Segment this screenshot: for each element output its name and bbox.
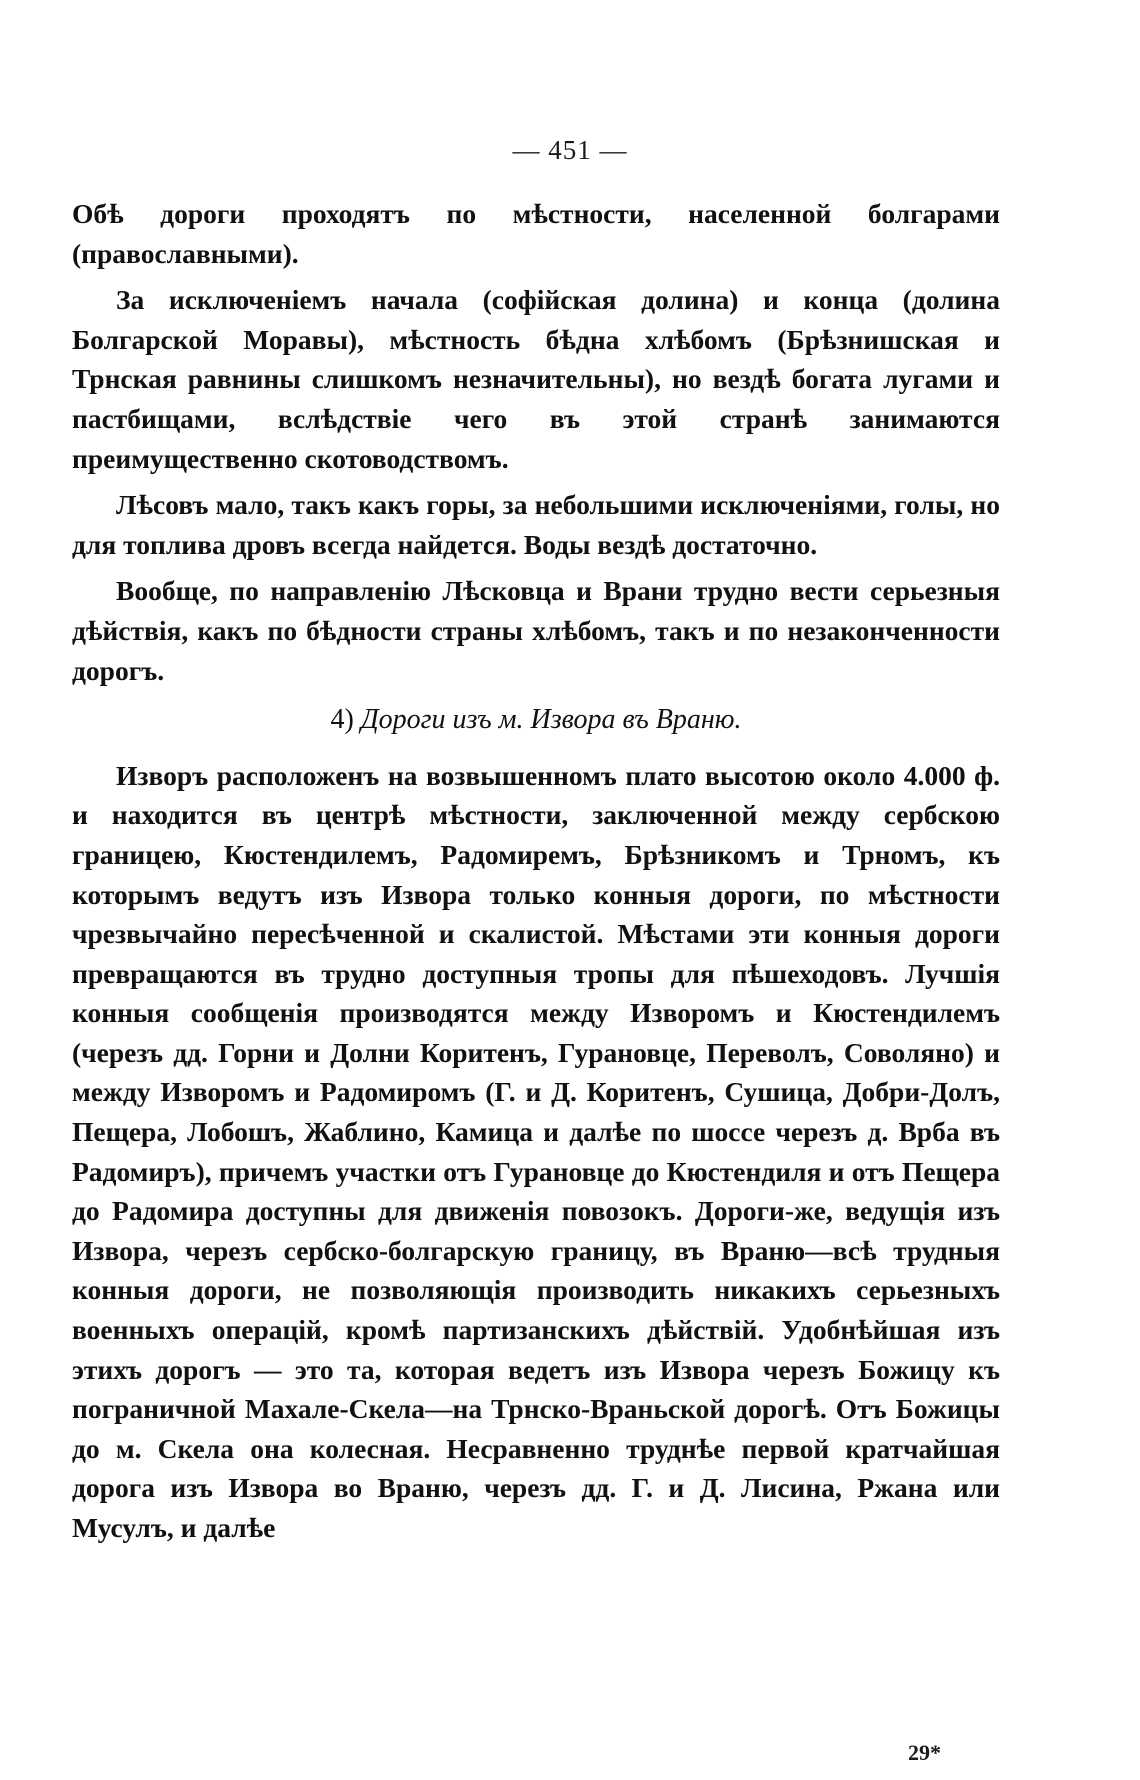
page-number: — 451 — (512, 135, 628, 165)
signature-mark: 29* (908, 1740, 941, 1765)
section-number: 4) (330, 704, 354, 736)
section-title: Дороги изъ м. Извора въ Враню. (360, 704, 742, 736)
paragraph: Изворъ расположенъ на возвышенномъ плато высотою около 4.000 ф. и находится въ центрѣ мѣстности, заключенной между сербскою границею, Кюстендилемъ, Радомиремъ, Брѣзникомъ и Трномъ, къ которымъ ведутъ изъ Извора только конныя дороги, по мѣстности чрезвычайно пересѣченной и скалистой. Мѣстами эти конныя дороги превращаются въ трудно доступныя тропы для пѣшеходовъ. Лучшія конныя сообщенія производятся между Изворомъ и Кюстендилемъ (черезъ дд. Горни и Долни Коритенъ, Гурановце, Переволъ, Соволяно) и между Изворомъ и Радомиромъ (Г. и Д. Коритенъ, Сушица, Добри-Долъ, Пещера, Лобошъ, Жаблино, Камица и далѣе по шоссе черезъ д. Врба въ Радомиръ), причемъ участки отъ Гурановце до Кюстендиля и отъ Пещера до Радомира доступны для движенія повозокъ. Дороги-же, ведущія изъ Извора, черезъ сербско-болгарскую границу, въ Враню—всѣ трудныя конныя дороги, не позволяющія производить никакихъ серьезныхъ военныхъ операцій, кромѣ партизанскихъ дѣйствій. Удобнѣйшая изъ этихъ дорогъ — это та, которая ведетъ изъ Извора черезъ Божицу къ пограничной Махале-Скела—на Трнско-Враньской дорогѣ. Отъ Божицы до м. Скела она колесная. Несравненно труднѣе первой кратчайшая дорога изъ Извора во Враню, черезъ дд. Г. и Д. Лисина, Ржана или Мусулъ, и далѣе (72, 759, 1000, 1543)
paragraph: Лѣсовъ мало, такъ какъ горы, за небольшими исключеніями, голы, но для топлива дровъ всегда найдется. Воды вездѣ достаточно. (72, 489, 1000, 560)
section-heading (72, 700, 1000, 740)
paragraph: Обѣ дороги проходятъ по мѣстности, населенной болгарами (православными). (72, 198, 1000, 269)
paragraph: Вообще, по направленію Лѣсковца и Врани трудно вести серьезныя дѣйствія, какъ по бѣдности страны хлѣбомъ, такъ и по незаконченности дорогъ. (72, 575, 1000, 686)
paragraph: За исключеніемъ начала (софійская долина) и конца (долина Болгарской Моравы), мѣстность бѣдна хлѣбомъ (Брѣзнишская и Трнская равнины слишкомъ незначительны), но вездѣ богата лугами и пастбищами, вслѣдствіе чего въ этой странѣ занимаются преимущественно скотоводствомъ. (72, 284, 1000, 474)
body-text (72, 194, 1000, 1555)
